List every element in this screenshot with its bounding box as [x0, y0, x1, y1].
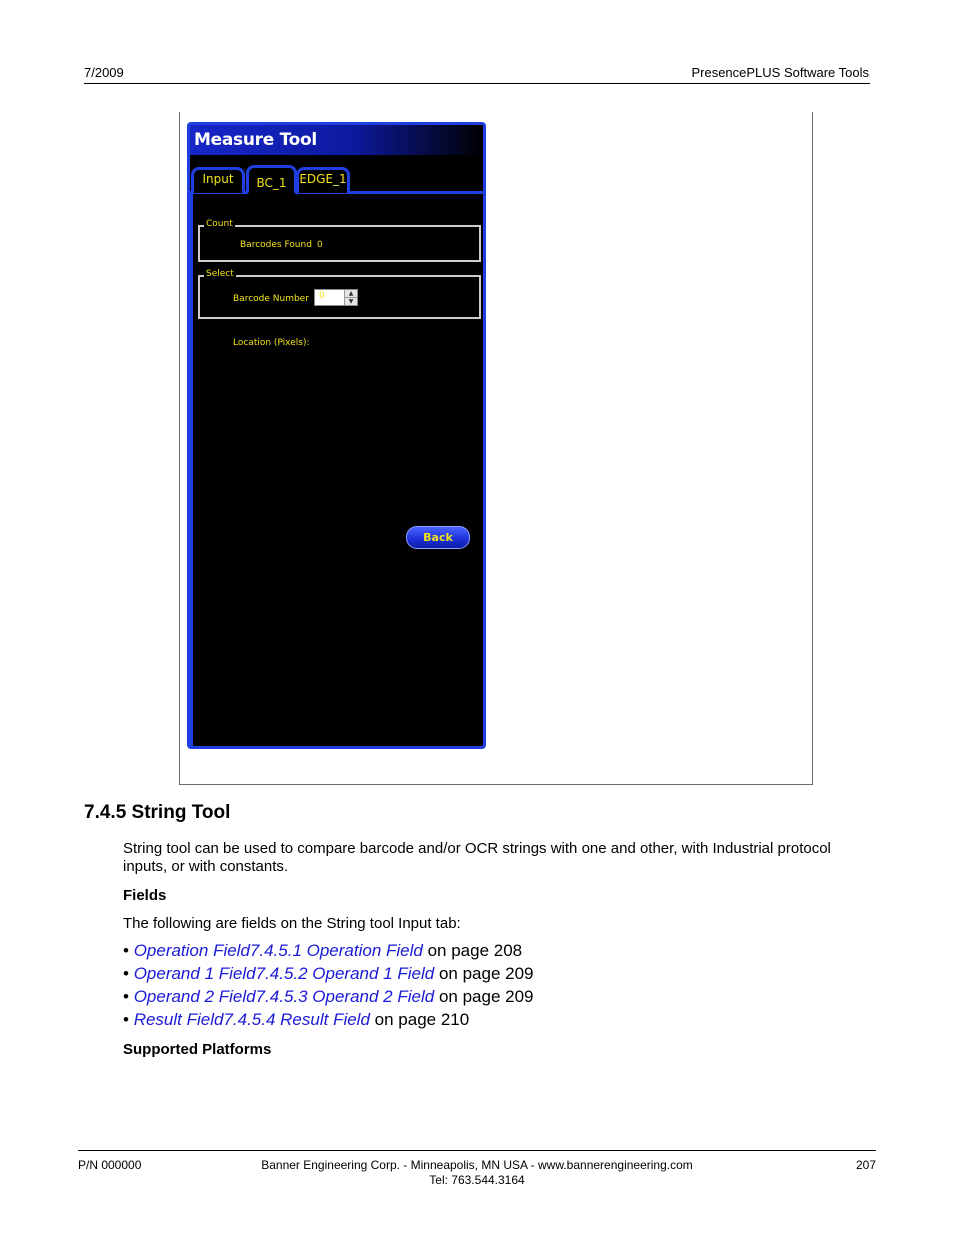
location-label: Location (Pixels):	[233, 338, 310, 348]
stepper-up-icon[interactable]: ▲	[345, 290, 357, 298]
count-legend: Count	[206, 219, 233, 229]
intro-paragraph: String tool can be used to compare barcode and/or OCR strings with one and other, with Industrial protocol inputs, or with constants.	[123, 840, 831, 875]
panel-border	[190, 191, 193, 749]
footer-company	[200, 1158, 754, 1188]
list-item	[123, 964, 534, 984]
header-rule	[84, 83, 870, 84]
device-title-bar	[190, 125, 483, 155]
back-button[interactable]: Back	[406, 526, 470, 549]
barcode-number-value: 0	[319, 291, 325, 301]
count-group	[198, 219, 481, 262]
bullet-glyph: •	[123, 941, 129, 960]
footer-company-line: Banner Engineering Corp. - Minneapolis, MN USA - www.bannerengineering.com	[261, 1158, 693, 1172]
fields-heading: Fields	[123, 887, 167, 904]
stepper-down-icon[interactable]: ▼	[348, 297, 354, 305]
select-legend: Select	[206, 269, 234, 279]
footer-part-number: P/N 000000	[78, 1158, 142, 1172]
tab-input[interactable]: Input	[191, 167, 245, 193]
page-reference: on page 210	[374, 1010, 470, 1029]
barcodes-found-value: 0	[317, 240, 323, 250]
measure-tool-screen	[187, 122, 486, 749]
footer-rule	[78, 1150, 876, 1151]
page-reference: on page 209	[438, 964, 534, 983]
tab-bc-1[interactable]: BC_1	[246, 165, 297, 195]
footer-tel: Tel: 763.544.3164	[429, 1173, 525, 1187]
barcodes-found-label: Barcodes Found	[240, 240, 312, 250]
list-item	[123, 941, 522, 961]
operand-2-field-link[interactable]: Operand 2 Field7.4.5.3 Operand 2 Field	[133, 987, 435, 1006]
bullet-glyph: •	[123, 964, 129, 983]
barcode-number-stepper[interactable]	[314, 289, 358, 306]
bullet-glyph: •	[123, 987, 129, 1006]
select-group	[198, 269, 481, 319]
fields-intro: The following are fields on the String tool Input tab:	[123, 915, 461, 932]
supported-platforms-heading: Supported Platforms	[123, 1041, 272, 1058]
list-item	[123, 1010, 469, 1030]
bullet-glyph: •	[123, 1010, 129, 1029]
stepper-buttons	[344, 290, 357, 305]
device-title: Measure Tool	[194, 130, 317, 150]
footer-page-number: 207	[855, 1158, 876, 1172]
header-date: 7/2009	[84, 65, 124, 80]
barcode-number-label: Barcode Number	[233, 294, 309, 304]
operation-field-link[interactable]: Operation Field7.4.5.1 Operation Field	[133, 941, 423, 960]
operand-1-field-link[interactable]: Operand 1 Field7.4.5.2 Operand 1 Field	[133, 964, 435, 983]
page-reference: on page 209	[438, 987, 534, 1006]
section-heading: 7.4.5 String Tool	[84, 802, 231, 823]
list-item	[123, 987, 534, 1007]
tab-edge-1[interactable]: EDGE_1	[296, 167, 350, 193]
header-title: PresencePLUS Software Tools	[691, 65, 869, 80]
result-field-link[interactable]: Result Field7.4.5.4 Result Field	[133, 1010, 370, 1029]
page-reference: on page 208	[427, 941, 523, 960]
